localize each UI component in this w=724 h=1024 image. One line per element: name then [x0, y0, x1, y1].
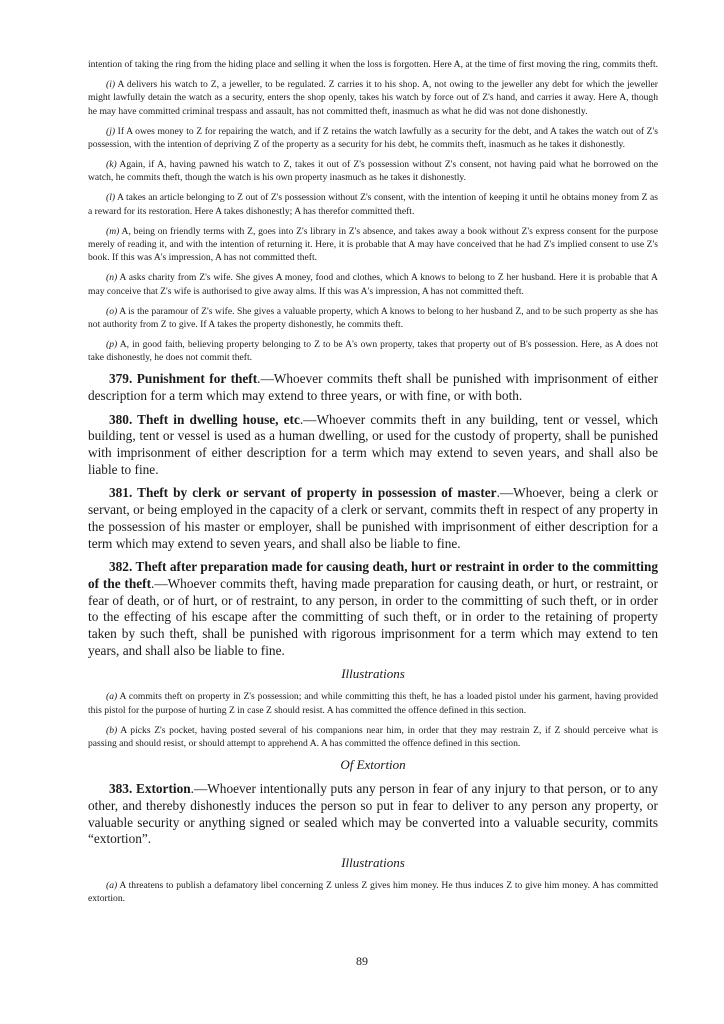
illustration-letter: (i) [106, 78, 116, 90]
illustration-o [88, 305, 658, 332]
illustration-letter: (k) [106, 158, 117, 170]
illustration-m [88, 225, 658, 265]
section-text: .—Whoever commits theft in any building, tent or vessel, which building, tent or vessel is used as a human dwelling, or used for the custody of property, shall be punished with imprisonment of either description for a term which may extend to seven years, and shall also be liable to fine. [88, 411, 658, 477]
section-text: .—Whoever commits theft shall be punished with imprisonment of either description for a term which may extend to three years, or with fine, or with both. [88, 371, 658, 403]
illustration-k [88, 158, 658, 185]
section-heading: 380. Theft in dwelling house, etc [109, 411, 300, 427]
section-383 [88, 781, 658, 848]
intro-continuation: intention of taking the ring from the hiding place and selling it when the loss is forgotten. Here A, at the time of first moving the ring, commits theft. [88, 59, 659, 70]
illustration-letter: (a) [106, 691, 118, 703]
illustration-382-a [88, 690, 658, 717]
illustration-letter: (p) [106, 338, 118, 350]
illustration-text: Again, if A, having pawned his watch to Z, takes it out of Z's possession without Z's consent, not having paid what he borrowed on the watch, he commits theft, though the watch is his own property inasmuch as he takes it dishonestly. [88, 158, 658, 184]
illustration-text: A, in good faith, believing property belonging to Z to be A's own property, takes that property out of B's possession. Here, as A does not take dishonestly, he does not commit theft. [88, 338, 658, 364]
illustration-j [88, 125, 658, 152]
illustration-letter: (a) [106, 879, 118, 891]
illustration-letter: (m) [106, 225, 120, 237]
illustration-letter: (b) [106, 724, 118, 736]
illustration-text: A takes an article belonging to Z out of Z's possession without Z's consent, with the intention of keeping it until he obtains money from Z as a reward for its restoration. Here A takes dishonestly; A has therefor committed theft. [88, 192, 658, 217]
section-381 [88, 485, 658, 552]
section-379 [88, 371, 658, 404]
section-heading: 383. Extortion [109, 781, 191, 797]
section-heading: 382. Theft after preparation made for causing death, hurt or restraint in order to the committing of the theft [88, 559, 658, 591]
illustration-letter: (o) [106, 305, 118, 317]
document-page [88, 58, 658, 912]
section-382 [88, 559, 658, 659]
illustration-letter: (l) [106, 192, 116, 204]
illustration-letter: (j) [106, 125, 116, 137]
illustration-text: A is the paramour of Z's wife. She gives a valuable property, which A knows to belong to her husband Z, and to be such property as she has not authority from Z to give. If A takes the property dishonestly, he commits theft. [88, 305, 658, 330]
section-text: .—Whoever intentionally puts any person in fear of any injury to that person, or to any other, and thereby dishonestly induces the person so put in fear to deliver to any person any property, or valuable security or anything signed or sealed which may be converted into a valuable security, commits “extortion”. [88, 781, 658, 847]
illustration-text: A delivers his watch to Z, a jeweller, to be regulated. Z carries it to his shop. A, not owing to the jeweller any debt for which the jeweller might lawfully detain the watch as a security, enters the shop openly, takes his watch by force out of Z's hand, and carries it away. Here A, though he may have committed criminal trespass and assault, has not committed theft, inasmuch as what he did was not done dishonestly. [88, 78, 658, 117]
section-heading: 381. Theft by clerk or servant of property in possession of master [109, 485, 497, 501]
illustration-p [88, 338, 658, 365]
section-text: .—Whoever, being a clerk or servant, or being employed in the capacity of a clerk or servant, commits theft in respect of any property in the possession of his master or employer, shall be punished with imprisonment of either description for a term which may extend to seven years, and shall also be liable to fine. [88, 485, 658, 551]
illustration-n [88, 271, 658, 298]
illustration-text: A asks charity from Z's wife. She gives A money, food and clothes, which A knows to belong to Z her husband. Here it is probable that A may conceive that Z's wife is authorised to give away alms. If this was A's impression, A has not committed theft. [88, 272, 658, 297]
illustration-letter: (n) [106, 272, 118, 284]
section-text: .—Whoever commits theft, having made preparation for causing death, or hurt, or restraint, or fear of death, or of hurt, or of restraint, to any person, in order to the committing of such theft, or in order to the effecting of his escape after the committing of such theft, or in order to the retaining of property taken by such theft, shall be punished with rigorous imprisonment for a term which may extend to ten years, and shall also be liable to fine. [88, 575, 659, 658]
illustration-text: If A owes money to Z for repairing the watch, and if Z retains the watch lawfully as a security for the debt, and A takes the watch out of Z's possession, with the intention of depriving Z of the property as a security for his debt, he commits theft, inasmuch as he takes it dishonestly. [88, 125, 658, 151]
illustrations-heading: Illustrations [341, 854, 405, 870]
illustration-text: A threatens to publish a defamatory libel concerning Z unless Z gives him money. He thus induces Z to give him money. A has committed extortion. [88, 879, 658, 905]
illustration-383-a [88, 879, 658, 906]
illustration-text: A commits theft on property in Z's possession; and while committing this theft, he has a loaded pistol under his garment, having provided this pistol for the purpose of hurting Z in case Z should resist. A has committed the offence defined in this section. [88, 691, 658, 716]
illustration-l [88, 191, 658, 218]
illustrations-heading: Illustrations [341, 666, 405, 682]
section-380 [88, 412, 658, 479]
illustration-i [88, 78, 658, 118]
extortion-heading: Of Extortion [340, 757, 406, 773]
section-heading: 379. Punishment for theft [109, 371, 258, 387]
illustration-text: A, being on friendly terms with Z, goes into Z's library in Z's absence, and takes away a book without Z's express consent for the purpose merely of reading it, and with the intention of returning it. Here, it is probable that A may have conceived that he had Z's implied consent to use Z's book. If this was A's impression, A has not committed theft. [88, 225, 658, 264]
illustration-382-b [88, 724, 658, 751]
illustration-text: A picks Z's pocket, having posted several of his companions near him, in order that they may restrain Z, if Z should perceive what is passing and should resist, or should attempt to apprehend A. A has committed the offence defined in this section. [88, 724, 658, 750]
page-number: 89 [356, 954, 368, 968]
